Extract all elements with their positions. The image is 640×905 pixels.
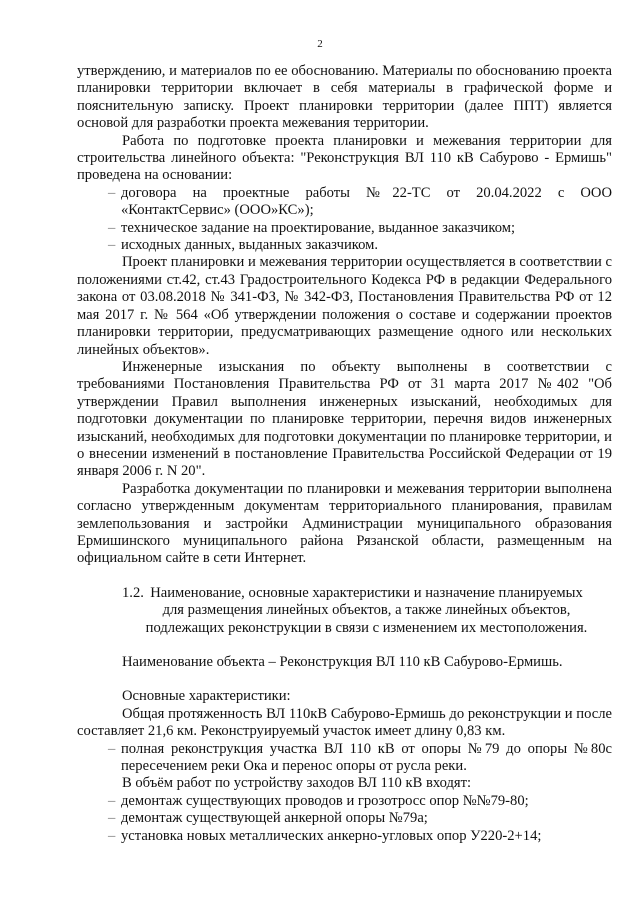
characteristics-label: Основные характеристики: [122, 688, 291, 705]
paragraph-work-basis: Работа по подготовке проекта планировки и межевания территории для строительства линейного объекта: "Реконструкция ВЛ 110 кВ Сабурово - Ермишь" проведена на основании: [77, 132, 612, 184]
list-item: – установка новых металлических анкерно-угловых опор У220-2+14; [107, 828, 612, 845]
paragraph-surveys: Инженерные изыскания по объекту выполнены в соответствии с требованиями Постановления Правительства РФ от 31 марта 2017 №402 "Об утверждении Правил выполнения инженерных изысканий, необходимых для подготовки документации по планировке территории, перечня видов инженерных изысканий, необходимых для подготовки документации по планировке территории, и о внесении изменений в постановление Правительства Российской Федерации от 19 января 2006 г. N 20". [77, 358, 612, 480]
list-item: – договора на проектные работы №22-ТС от 20.04.2022 с ООО «КонтактСервис» (ООО»КС»); [107, 185, 612, 220]
object-name: Наименование объекта – Реконструкция ВЛ 110 кВ Сабурово-Ермишь. [122, 654, 563, 670]
section-title-line: Наименование, основные характеристики и назначение планируемых [150, 584, 583, 601]
list-item: – полная реконструкция участка ВЛ 110 кВ от опоры №79 до опоры №80с пересечением реки Ока и перенос опоры от русла реки. [107, 741, 612, 776]
list-item: – демонтаж существующей анкерной опоры №79а; [107, 810, 612, 827]
paragraph-intro: утверждению, и материалов по ее обоснованию. Материалы по обоснованию проекта планировки территории включает в себя материалы в графической форме и пояснительную записку. Проект планировки территории (далее ППТ) является основой для разработки проекта межевания территории. [77, 63, 612, 132]
list-item: – демонтаж существующих проводов и грозотросс опор №№79-80; [107, 793, 612, 810]
list-item: – исходных данных, выданных заказчиком. [107, 237, 612, 254]
section-number: 1.2. [122, 584, 144, 601]
section-heading [77, 585, 612, 637]
document-body [77, 63, 612, 845]
section-title-line: для размещения линейных объектов, а также линейных объектов, [162, 602, 571, 619]
works-label: В объём работ по устройству заходов ВЛ 110 кВ входят: [122, 775, 472, 792]
paragraph-documentation: Разработка документации по планировки и межевания территории выполнена согласно утвержденным документам территориального планирования, правилам землепользования и застройки Администрации муниципального образования Ермишинского муниципального района Рязанской области, размещенным на официальном сайте в сети Интернет. [77, 480, 612, 567]
page-number: 2 [317, 38, 323, 50]
paragraph-legal-basis: Проект планировки и межевания территории осуществляется в соответствии с положениями ст.42, ст.43 Градостроительного Кодекса РФ в редакции Федерального закона от 03.08.2018 № 341-ФЗ, № 342-ФЗ, Постановления Правительства РФ от 12 мая 2017 г. № 564 «Об утверждении положения о составе и содержании проектов планировки территории, предусматривающих размещение одного или нескольких линейных объектов». [77, 254, 612, 358]
list-item: – техническое задание на проектирование, выданное заказчиком; [107, 220, 612, 237]
section-title-line: подлежащих реконструкции в связи с изменением их местоположения. [145, 619, 588, 636]
paragraph-length: Общая протяженность ВЛ 110кВ Сабурово-Ермишь до реконструкции и после составляет 21,6 км. Реконструируемый участок имеет длину 0,83 км. [77, 705, 612, 740]
